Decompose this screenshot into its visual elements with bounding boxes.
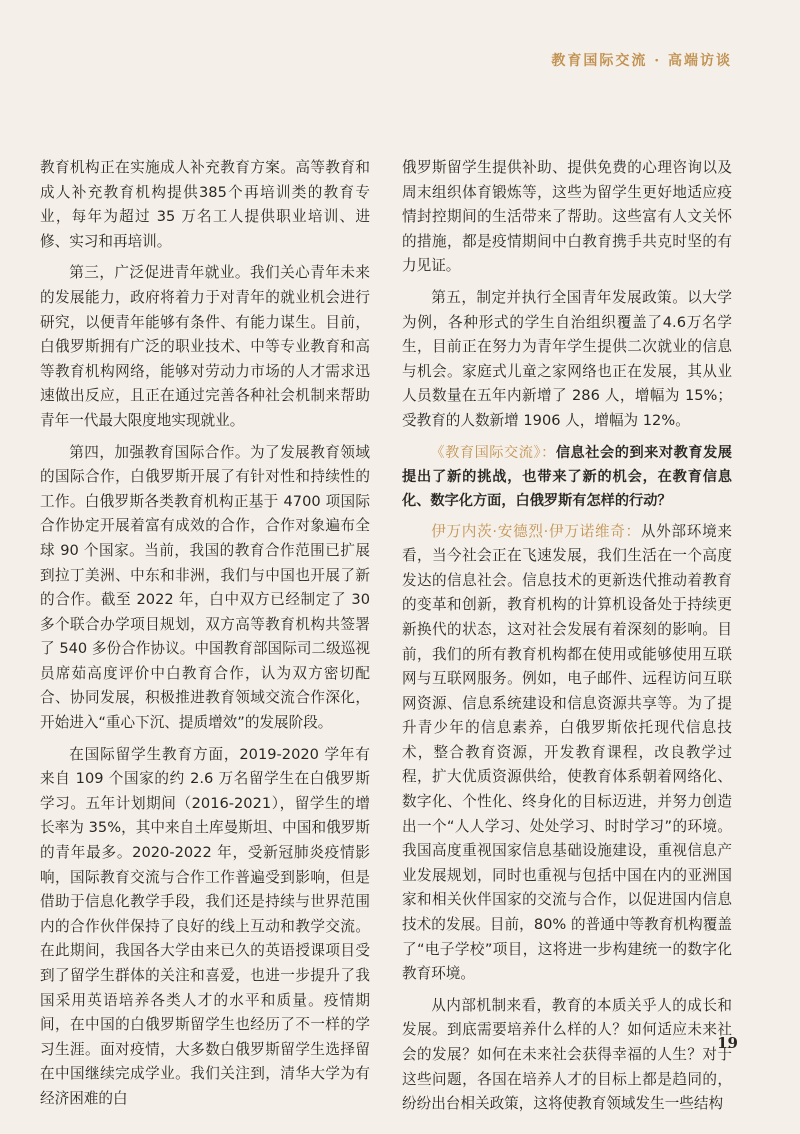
paragraph-international-students: 在国际留学生教育方面，2019-2020 学年有来自 109 个国家的约 2.6 万名留学生在白俄罗斯学习。五年计划期间（2016-2021），留学生的增长率为 35%，其中来自土库曼斯坦、中国和俄罗斯的青年最多。2020-2022 年，受新冠肺炎疫情影响，国际教育交流与合作工作普遍受到影响，但是借助于信息化教学手段，我们还是持续与世界范围内的合作伙伴保持了良好的线上互动和教学交流。在此期间，我国各大学由来已久的英语授课项目受到了留学生群体的关注和喜爱，也进一步提升了我国采用英语培养各类人才的水平和质量。疫情期间，在中国的白俄罗斯留学生也经历了不一样的学习生涯。面对疫情，大多数白俄罗斯留学生选择留在中国继续完成学业。我们关注到，清华大学为有经济困难的白 — [40, 745, 370, 1107]
paragraph-international-cooperation: 第四，加强教育国际合作。为了发展教育领域的国际合作，白俄罗斯开展了有针对性和持续性的工作。白俄罗斯各类教育机构正基于 4700 项国际合作协定开展着富有成效的合作，合作对象遍布全球 90 个国家。当前，我国的教育合作范围已扩展到拉丁美洲、中东和非洲，我们与中国也开展了新的合作。截至 2022 年，白中双方已经制定了 30 多个联合办学项目规划，双方高等教育机构共签署了 540 多份合作协议。中国教育部国际司二级巡视员席茹高度评价中白教育合作，认为双方密切配合、协同发展，积极推进教育领域交流合作深化，开始进入“重心下沉、提质增效”的发展阶段。 — [40, 443, 370, 732]
interview-question — [402, 441, 732, 513]
left-column — [40, 156, 370, 1119]
question-text: 信息社会的到来对教育发展提出了新的挑战，也带来了新的机会，在教育信息化、数字化方面，白俄罗斯有怎样的行动？ — [402, 444, 732, 509]
answer-speaker-name: 伊万内茨·安德烈·伊万诺维奇： — [431, 522, 641, 540]
paragraph-youth-policy: 第五，制定并执行全国青年发展政策。以大学为例，各种形式的学生自治组织覆盖了4.6万名学生，目前正在努力为青年学生提供二次就业的信息与机会。家庭式儿童之家网络也正在发展，其从业人员数量在五年内新增了 286 人，增幅为 15%；受教育的人数新增 1906 人，增幅为 12%。 — [402, 288, 732, 429]
running-header: 教育国际交流 · 高端访谈 — [551, 53, 732, 69]
right-column — [402, 156, 732, 1124]
answer-text: 从外部环境来看，当今社会正在飞速发展，我们生活在一个高度发达的信息社会。信息技术的更新迭代推动着教育的变革和创新，教育机构的计算机设备处于持续更新换代的状态，这对社会发展有着深刻的影响。目前，我们的所有教育机构都在使用或能够使用互联网与互联网服务。例如，电子邮件、远程访问互联网资源、信息系统建设和信息资源共享等。为了提升青少年的信息素养，白俄罗斯依托现代信息技术，整合教育资源，开发教育课程，改良教学过程，扩大优质资源供给，使教育体系朝着网络化、数字化、个性化、终身化的目标迈进，并努力创造出一个“人人学习、处处学习、时时学习”的环境。我国高度重视国家信息基础设施建设，重视信息产业发展规划，同时也重视与包括中国在内的亚洲国家和相关伙伴国家的交流与合作，以促进国内信息技术的发展。目前，80% 的普通中等教育机构覆盖了“电子学校”项目，这将进一步构建统一的数字化教育环境。 — [402, 522, 732, 983]
interview-answer — [402, 520, 732, 987]
paragraph-continued-right: 俄罗斯留学生提供补助、提供免费的心理咨询以及周末组织体育锻炼等，这些为留学生更好地适应疫情封控期间的生活带来了帮助。这些富有人文关怀的措施，都是疫情期间中白教育携手共克时坚的有力见证。 — [402, 159, 732, 275]
paragraph-youth-employment: 第三，广泛促进青年就业。我们关心青年未来的发展能力，政府将着力于对青年的就业机会进行研究，以便青年能够有条件、有能力谋生。目前，白俄罗斯拥有广泛的职业技术、中等专业教育和高等教育机构网络，能够对劳动力市场的人才需求迅速做出反应，且正在通过完善各种社会机制来帮助青年一代最大限度地实现就业。 — [40, 264, 370, 429]
question-source-tag: 《教育国际交流》： — [430, 444, 556, 461]
page-number: 19 — [717, 1034, 738, 1052]
paragraph-internal-mechanism: 从内部机制来看，教育的本质关乎人的成长和发展。到底需要培养什么样的人？如何适应未来社会的发展？如何在未来社会获得幸福的人生？对于这些问题，各国在培养人才的目标上都是趋同的，纷纷出台相关政策，这将使教育领域发生一些结构 — [402, 996, 732, 1113]
paragraph-continued: 教育机构正在实施成人补充教育方案。高等教育和成人补充教育机构提供385个再培训类的教育专业，每年为超过 35 万名工人提供职业培训、进修、实习和再培训。 — [40, 159, 370, 250]
